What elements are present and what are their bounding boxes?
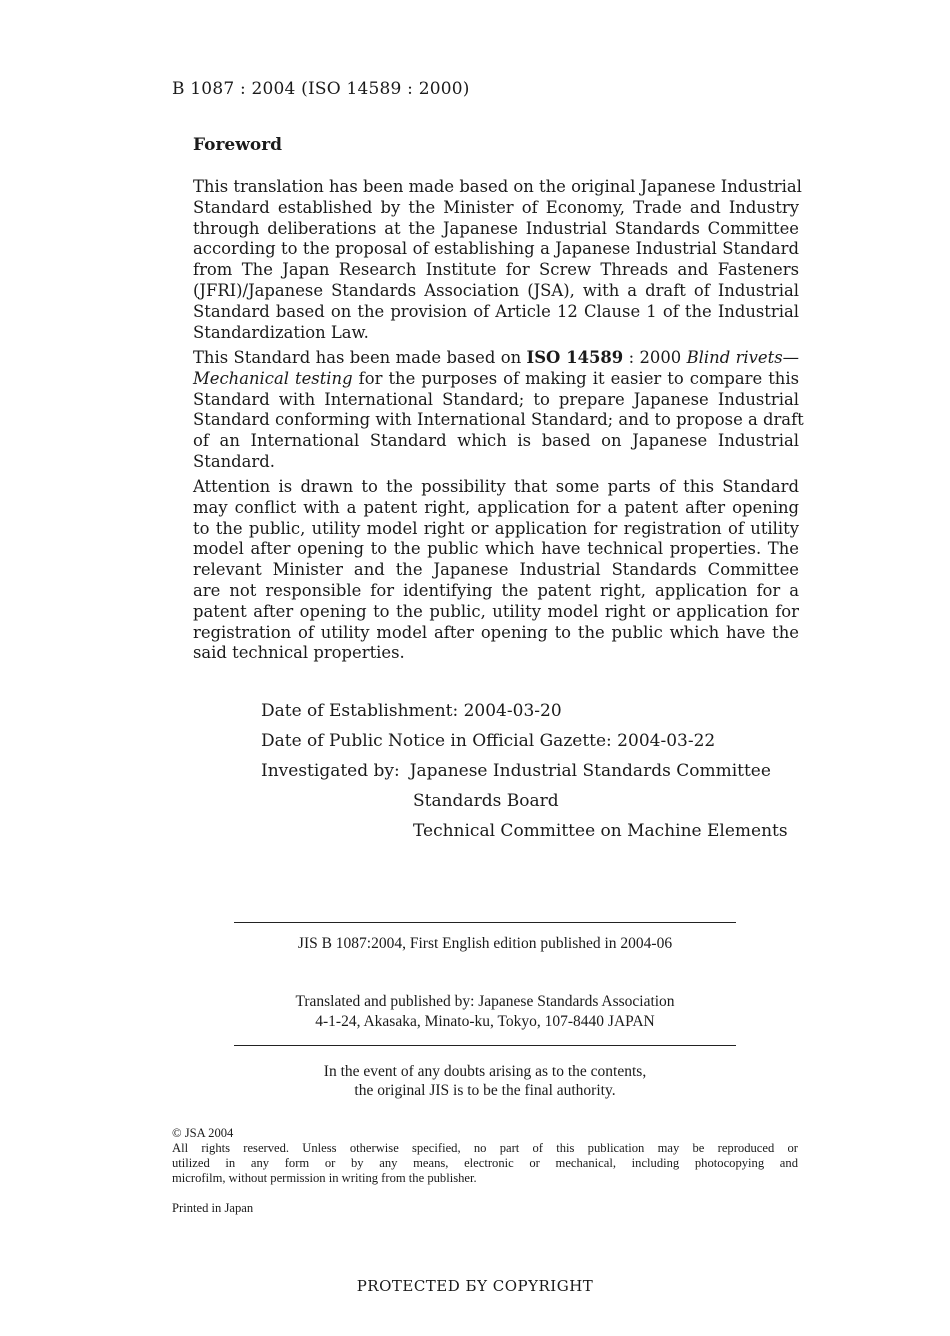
text-line: from The Japan Research Institute for Screw Threads and Fasteners <box>193 260 799 280</box>
text-line: microfilm, without permission in writing from the publisher. <box>172 1171 477 1185</box>
text-line <box>193 348 799 369</box>
text-line: patent after opening to the public, utility model right or application for <box>193 601 799 621</box>
investigated-committee: Japanese Industrial Standards Committee <box>409 761 771 781</box>
divider <box>234 922 736 923</box>
foreword-paragraph-2 <box>193 348 804 473</box>
printed-in: Printed in Japan <box>172 1201 254 1215</box>
copyright-symbol-line: © JSA 2004 <box>172 1126 234 1140</box>
authority-note-line-2: the original JIS is to be the final authority. <box>354 1082 616 1099</box>
text-line: utilized in any form or by any means, electronic or mechanical, including photocopying and <box>172 1156 798 1170</box>
text-line: model after opening to the public which have technical properties. The <box>193 539 799 559</box>
text-run: This Standard has been made based on <box>193 348 527 367</box>
text-line: This translation has been made based on the original Japanese Industrial <box>193 177 802 196</box>
text-line: Attention is drawn to the possibility that some parts of this Standard <box>193 477 799 496</box>
text-line: to the public, utility model right or application for registration of utility <box>193 518 799 538</box>
text-line: through deliberations at the Japanese Industrial Standards Committee <box>193 218 799 238</box>
translated-by-line: Translated and published by: Japanese Standards Association <box>295 993 675 1010</box>
text-line: according to the proposal of establishing a Japanese Industrial Standard <box>193 239 799 259</box>
investigated-board: Standards Board <box>413 791 559 811</box>
rights-reserved-notice <box>172 1141 798 1186</box>
foreword-paragraph-3 <box>193 477 799 664</box>
text-line: Standard conforming with International Standard; and to propose a draft <box>193 410 804 430</box>
text-line: registration of utility model after opening to the public which have the <box>193 622 799 642</box>
text-line <box>193 369 799 390</box>
text-line: Standard based on the provision of Article 12 Clause 1 of the Industrial <box>193 301 799 321</box>
iso-reference: ISO 14589 <box>526 348 624 367</box>
text-line: Standard. <box>193 451 275 471</box>
investigated-label: Investigated by: <box>261 761 400 781</box>
text-line: of an International Standard which is based on Japanese Industrial <box>193 431 799 451</box>
title-italic: Blind rivets— <box>686 348 799 367</box>
text-run: for the purposes of making it easier to compare this <box>352 368 799 388</box>
publisher-address: 4-1-24, Akasaka, Minato-ku, Tokyo, 107-8440 JAPAN <box>315 1013 655 1030</box>
text-line: said technical properties. <box>193 643 405 663</box>
protected-by-copyright-footer: PROTECTED БY COPYRIGHT <box>356 1277 594 1295</box>
document-header: B 1087 : 2004 (ISO 14589 : 2000) <box>172 79 470 99</box>
investigated-technical-committee: Technical Committee on Machine Elements <box>413 821 788 841</box>
date-of-establishment: Date of Establishment: 2004-03-20 <box>261 701 562 721</box>
text-line: Standardization Law. <box>193 322 369 342</box>
edition-line: JIS B 1087:2004, First English edition published in 2004-06 <box>297 935 673 952</box>
text-run: : 2000 <box>623 348 687 367</box>
text-line: are not responsible for identifying the patent right, application for a <box>193 580 799 600</box>
text-line: relevant Minister and the Japanese Industrial Standards Committee <box>193 560 799 580</box>
divider <box>234 1045 736 1046</box>
text-line: (JFRI)/Japanese Standards Association (JSA), with a draft of Industrial <box>193 280 799 300</box>
text-line: Standard with International Standard; to prepare Japanese Industrial <box>193 389 799 409</box>
foreword-heading: Foreword <box>193 135 283 155</box>
text-line: Standard established by the Minister of Economy, Trade and Industry <box>193 197 799 217</box>
text-line: may conflict with a patent right, application for a patent after opening <box>193 497 799 517</box>
text-line: All rights reserved. Unless otherwise specified, no part of this publication may be reproduced or <box>172 1141 798 1155</box>
date-of-public-notice: Date of Public Notice in Official Gazette: 2004-03-22 <box>261 731 716 751</box>
title-italic: Mechanical testing <box>193 368 353 388</box>
authority-note-line-1: In the event of any doubts arising as to the contents, <box>323 1063 647 1080</box>
foreword-paragraph-1 <box>193 177 802 343</box>
investigated-by <box>261 761 771 781</box>
